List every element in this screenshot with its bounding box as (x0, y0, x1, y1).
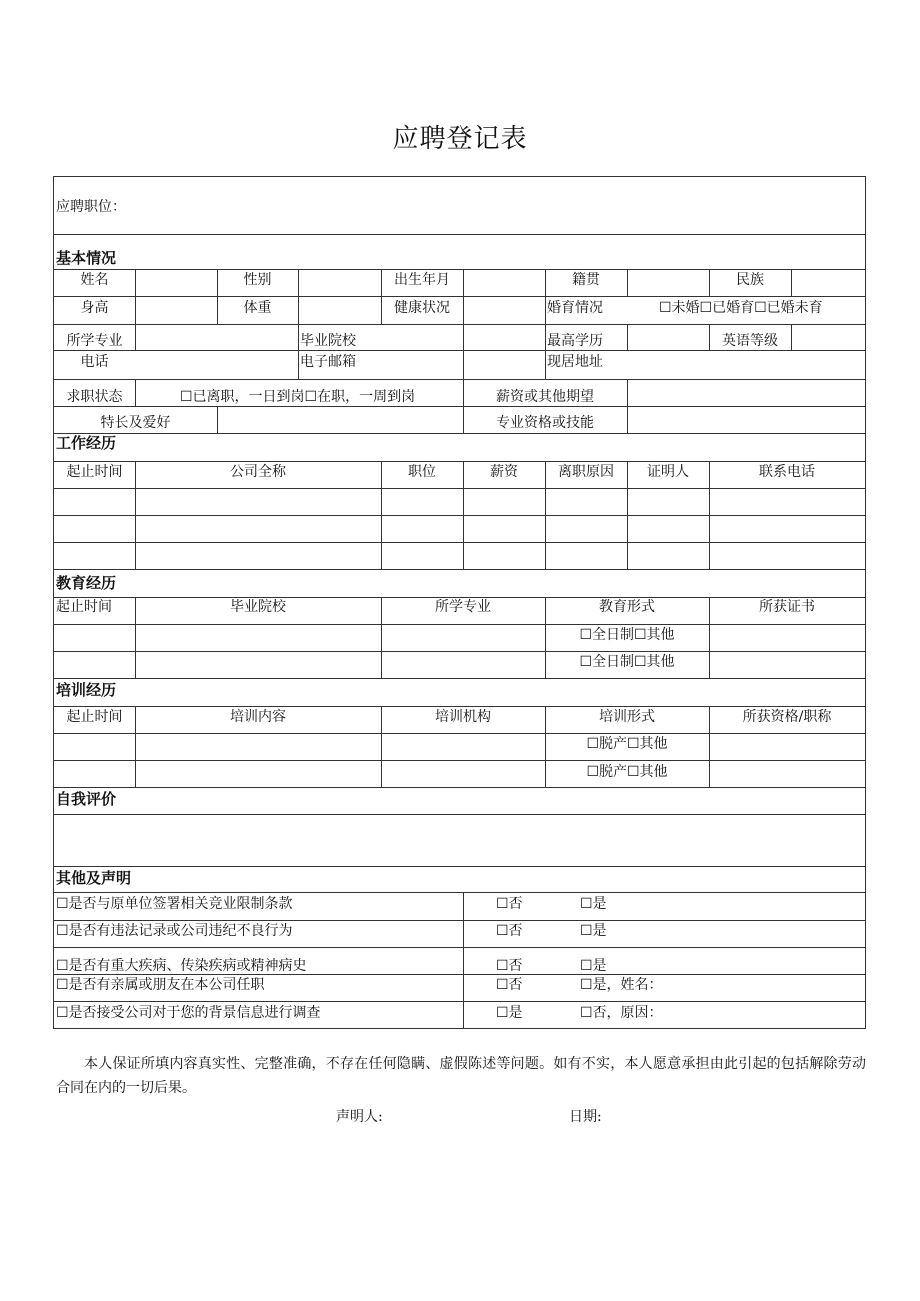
rule-line (135, 269, 136, 351)
rule-line (54, 651, 865, 652)
label-job-status: 求职状态 (66, 389, 123, 405)
declaration-option[interactable]: ☐是 (496, 1005, 523, 1021)
work-header-contact-phone: 联系电话 (759, 464, 815, 480)
rule-line (54, 706, 865, 707)
rule-line (54, 488, 865, 489)
rule-line (54, 814, 865, 815)
rule-line (54, 269, 865, 270)
rule-line (54, 379, 865, 380)
label-salary-expectation: 薪资或其他期望 (496, 389, 594, 405)
declaration-question[interactable]: ☐是否与原单位签署相关竞业限制条款 (56, 896, 293, 912)
rule-line (54, 461, 865, 462)
work-header-period: 起止时间 (66, 464, 123, 480)
section-basic-info: 基本情况 (56, 249, 117, 267)
section-education: 教育经历 (56, 574, 117, 592)
label-marital: 婚育情况 (547, 300, 603, 316)
declaration-option[interactable]: ☐否，原因： (580, 1005, 663, 1021)
training-header-form: 培训形式 (599, 709, 655, 725)
label-native-place: 籍贯 (572, 272, 600, 288)
rule-line (54, 947, 865, 948)
work-header-reference: 证明人 (647, 464, 689, 480)
rule-line (54, 433, 865, 434)
label-health: 健康状况 (394, 300, 450, 316)
rule-line (54, 678, 865, 679)
rule-line (463, 892, 464, 1029)
training-form-options[interactable]: ☐脱产☐其他 (586, 764, 668, 780)
rule-line (54, 787, 865, 788)
declaration-option[interactable]: ☐是，姓名： (580, 977, 663, 993)
label-hobbies: 特长及爱好 (100, 415, 171, 431)
label-name: 姓名 (80, 272, 109, 288)
rule-line (54, 733, 865, 734)
section-other-declaration: 其他及声明 (56, 869, 132, 887)
rule-line (54, 597, 865, 598)
label-gender: 性别 (243, 272, 272, 288)
label-phone: 电话 (80, 354, 109, 370)
section-training: 培训经历 (56, 681, 117, 699)
edu-header-certificate: 所获证书 (759, 599, 815, 615)
rule-line (463, 269, 464, 434)
label-highest-degree: 最高学历 (547, 333, 603, 349)
job-status-options[interactable]: ☐已离职，一日到岗☐在职，一周到岗 (180, 389, 416, 405)
edu-header-major: 所学专业 (435, 599, 491, 615)
rule-line (54, 569, 865, 570)
page-title: 应聘登记表 (392, 124, 528, 154)
rule-line (54, 920, 865, 921)
work-header-position: 职位 (408, 464, 436, 480)
rule-line (54, 624, 865, 625)
label-height: 身高 (80, 300, 109, 316)
position-label: 应聘职位： (56, 199, 126, 215)
training-form-options[interactable]: ☐脱产☐其他 (586, 736, 668, 752)
work-header-leave-reason: 离职原因 (558, 464, 614, 480)
rule-line (791, 324, 792, 351)
rule-line (627, 324, 628, 351)
declaration-question[interactable]: ☐是否有重大疾病、传染疾病或精神病史 (56, 958, 307, 974)
label-graduate-school: 毕业院校 (300, 333, 356, 349)
rule-line (54, 406, 865, 407)
label-address: 现居地址 (547, 354, 603, 370)
edu-header-school: 毕业院校 (230, 599, 286, 615)
training-header-institution: 培训机构 (435, 709, 491, 725)
marital-options[interactable]: ☐未婚☐已婚育☐已婚未育 (659, 300, 823, 316)
section-work-history: 工作经历 (56, 434, 117, 452)
declaration-question[interactable]: ☐是否有违法记录或公司违纪不良行为 (56, 923, 293, 939)
label-ethnicity: 民族 (736, 272, 764, 288)
label-skills: 专业资格或技能 (496, 415, 594, 431)
rule-line (54, 542, 865, 543)
declaration-statement: 本人保证所填内容真实性、完整准确，不存在任何隐瞒、虚假陈述等问题。如有不实，本人愿意承担由此引起的包括解除劳动合同在内的一切后果。 (56, 1056, 866, 1096)
rule-line (54, 515, 865, 516)
declaration-option[interactable]: ☐否 (496, 923, 523, 939)
declarant-label: 声明人: (336, 1109, 383, 1125)
label-major: 所学专业 (66, 333, 123, 349)
work-header-company: 公司全称 (230, 464, 286, 480)
rule-line (135, 379, 136, 406)
training-header-qualification: 所获资格/职称 (742, 709, 832, 725)
declaration-option[interactable]: ☐否 (496, 896, 523, 912)
label-english-level: 英语等级 (722, 333, 778, 349)
rule-line (791, 269, 792, 297)
rule-line (54, 1001, 865, 1002)
edu-form-options[interactable]: ☐全日制☐其他 (579, 654, 675, 670)
declaration-option[interactable]: ☐否 (496, 958, 523, 974)
rule-line (54, 350, 865, 351)
label-weight: 体重 (243, 300, 272, 316)
rule-line (54, 892, 865, 893)
declaration-question[interactable]: ☐是否接受公司对于您的背景信息进行调查 (56, 1005, 321, 1021)
rule-line (627, 269, 628, 297)
registration-form (53, 176, 866, 1029)
declaration-option[interactable]: ☐是 (580, 958, 607, 974)
rule-line (54, 866, 865, 867)
rule-line (54, 974, 865, 975)
declaration-option[interactable]: ☐否 (496, 977, 523, 993)
section-self-evaluation: 自我评价 (56, 790, 117, 808)
training-header-content: 培训内容 (230, 709, 286, 725)
rule-line (54, 296, 865, 297)
date-label: 日期: (569, 1109, 602, 1125)
edu-header-period: 起止时间 (56, 599, 112, 615)
label-email: 电子邮箱 (300, 354, 356, 370)
declaration-option[interactable]: ☐是 (580, 923, 607, 939)
declaration-question[interactable]: ☐是否有亲属或朋友在本公司任职 (56, 977, 265, 993)
rule-line (627, 379, 628, 434)
rule-line (54, 324, 865, 325)
work-header-salary: 薪资 (490, 464, 518, 480)
edu-header-form: 教育形式 (599, 599, 655, 615)
rule-line (298, 269, 299, 379)
label-birth-date: 出生年月 (394, 272, 450, 288)
rule-line (217, 406, 218, 434)
rule-line (54, 234, 865, 235)
edu-form-options[interactable]: ☐全日制☐其他 (579, 627, 675, 643)
rule-line (54, 760, 865, 761)
declaration-option[interactable]: ☐是 (580, 896, 607, 912)
training-header-period: 起止时间 (66, 709, 123, 725)
